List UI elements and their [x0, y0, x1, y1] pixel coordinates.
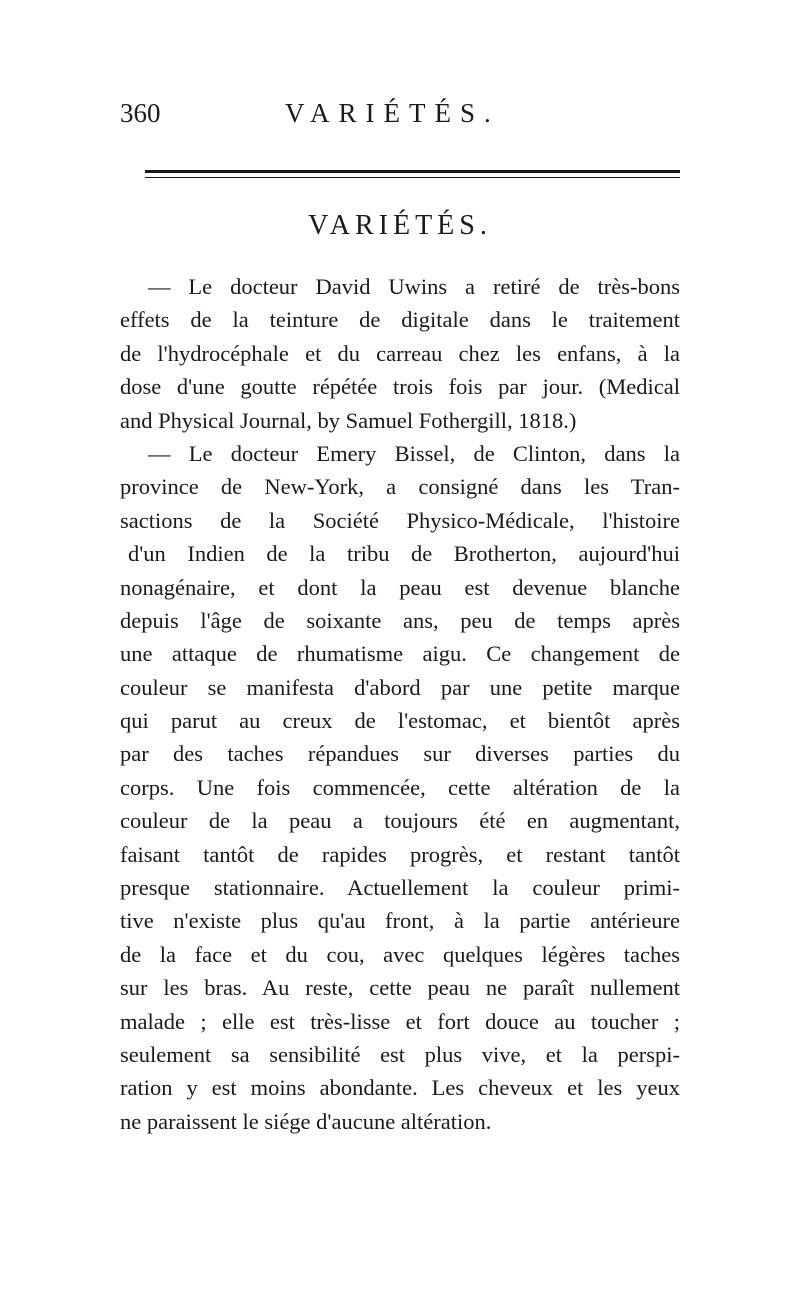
text-line: couleur de la peau a toujours été en augmentant, — [120, 808, 680, 834]
page-number: 360 — [120, 98, 161, 128]
text-line: presque stationnaire. Actuellement la couleur primi- — [120, 875, 680, 901]
text-line: province de New-York, a consigné dans les Tran- — [120, 474, 680, 500]
text-line: de l'hydrocéphale et du carreau chez les enfans, à la — [120, 340, 680, 366]
text-line: sur les bras. Au reste, cette peau ne paraît nullement — [120, 975, 680, 1001]
text-line: effets de la teinture de digitale dans le traitement — [120, 307, 680, 333]
text-line: depuis l'âge de soixante ans, peu de temps après — [120, 607, 680, 633]
page-header — [120, 88, 680, 138]
text-line: sactions de la Société Physico-Médicale, l'histoire — [120, 507, 680, 533]
text-line: — Le docteur David Uwins a retiré de très-bons — [148, 274, 680, 299]
text-line: tive n'existe plus qu'au front, à la partie antérieure — [120, 908, 680, 934]
text-line: faisant tantôt de rapides progrès, et restant tantôt — [120, 841, 680, 867]
text-line: par des taches répandues sur diverses parties du — [120, 741, 680, 767]
text-line: and Physical Journal, by Samuel Fothergill, 1818.) — [120, 407, 577, 433]
text-line: dose d'une goutte répétée trois fois par jour. (Medical — [120, 374, 680, 400]
text-line: seulement sa sensibilité est plus vive, et la perspi- — [120, 1041, 680, 1067]
running-head: VARIÉTÉS. — [285, 98, 500, 128]
text-line: ration y est moins abondante. Les cheveux et les yeux — [120, 1075, 680, 1101]
text-line: malade ; elle est très-lisse et fort douce au toucher ; — [120, 1008, 680, 1034]
section-title: VARIÉTÉS. — [308, 210, 492, 241]
text-line: une attaque de rhumatisme aigu. Ce changement de — [120, 641, 680, 667]
header-rule — [145, 170, 680, 178]
text-line: d'un Indien de la tribu de Brotherton, aujourd'hui — [128, 541, 680, 567]
text-line: couleur se manifesta d'abord par une petite marque — [120, 674, 680, 700]
text-line: nonagénaire, et dont la peau est devenue blanche — [120, 574, 680, 600]
text-line: corps. Une fois commencée, cette altération de la — [120, 774, 680, 800]
text-line: de la face et du cou, avec quelques légères taches — [120, 941, 680, 967]
text-line: qui parut au creux de l'estomac, et bientôt après — [120, 708, 680, 734]
text-line: — Le docteur Emery Bissel, de Clinton, dans la — [148, 440, 680, 466]
text-line: ne paraissent le siége d'aucune altération. — [120, 1108, 492, 1134]
body-text — [120, 270, 680, 1138]
